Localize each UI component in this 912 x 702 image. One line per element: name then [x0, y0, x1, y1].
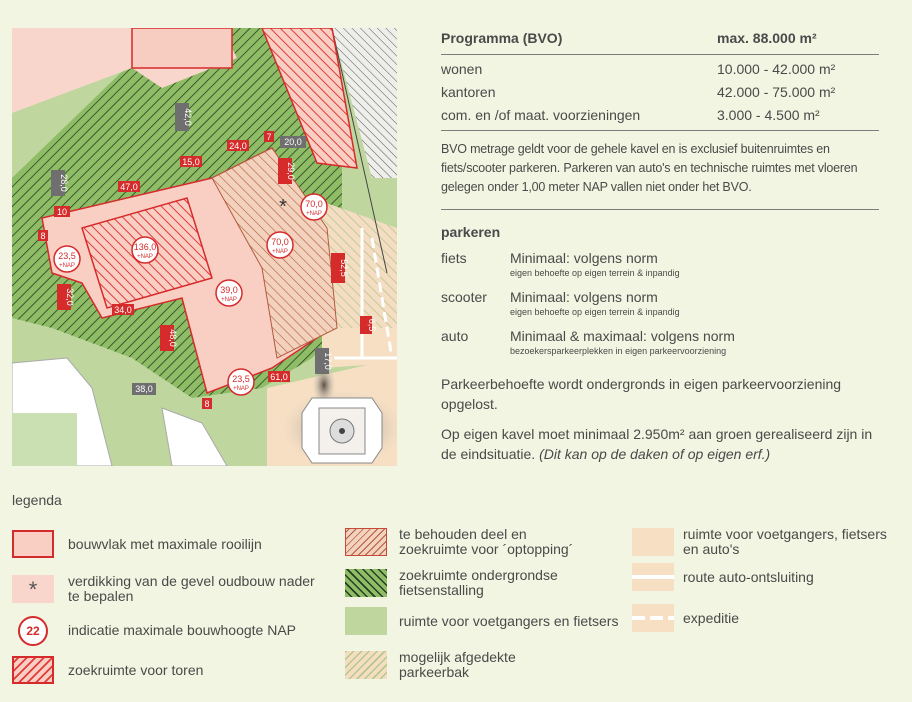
parking-sub: bezoekersparkeerplekken in eigen parkeervoorziening — [510, 346, 727, 356]
legend-label: mogelijk afgedekte parkeerbak — [399, 649, 516, 680]
legend-label: zoekruimte ondergrondse fietsenstalling — [399, 567, 558, 598]
program-title: Programma (BVO) — [441, 30, 563, 46]
dim-label: 48,0 — [168, 329, 178, 347]
divider — [441, 209, 879, 210]
program-row — [441, 104, 879, 127]
program-row-value: 10.000 - 42.000 m² — [717, 61, 836, 77]
green-text-italic: (Dit kan op de daken of op eigen erf.) — [539, 446, 771, 462]
height-value: 23,5 — [58, 251, 76, 261]
height-value: 39,0 — [220, 285, 238, 295]
lawn — [12, 413, 77, 466]
program-header — [441, 24, 879, 54]
height-marker — [132, 237, 158, 263]
legend-label: route auto-ontsluiting — [683, 568, 814, 585]
height-unit: +NAP — [233, 386, 249, 392]
parking-sub: eigen behoefte op eigen terrein & inpandig — [510, 307, 680, 317]
legend-swatch — [632, 528, 674, 556]
height-unit: +NAP — [221, 297, 237, 303]
program-row-label: kantoren — [441, 84, 496, 100]
parking-main: Minimaal: volgens norm — [510, 289, 658, 305]
parking-row-auto — [441, 328, 879, 357]
legend-title: legenda — [12, 492, 62, 508]
parking-main: Minimaal: volgens norm — [510, 250, 658, 266]
dim-label: 42,0 — [183, 108, 193, 126]
green-paragraph — [441, 424, 879, 464]
height-unit: +NAP — [59, 263, 75, 269]
height-value: 136,0 — [133, 242, 157, 252]
legend-label: te behouden deel en zoekruimte voor ´optopping´ — [399, 526, 574, 557]
legend-item-expeditie — [632, 604, 739, 632]
program-row — [441, 81, 879, 104]
green-text: Op eigen kavel moet minimaal 2.950m² aan groen gerealiseerd zijn in de eindsituatie. — [441, 426, 873, 462]
bouwvlak-top-2 — [132, 28, 232, 68]
dim-label: 15,0 — [182, 157, 200, 167]
dim-label: 24,0 — [229, 141, 247, 151]
program-row-label: wonen — [441, 61, 483, 77]
dim-label: 28,0 — [59, 174, 69, 192]
asterisk-marker: * — [279, 196, 287, 218]
info-panel — [441, 24, 879, 464]
parking-main: Minimaal & maximaal: volgens norm — [510, 328, 735, 344]
dashed-line-icon — [632, 604, 674, 632]
height-value: 70,0 — [305, 199, 323, 209]
dim-label: 32,0 — [65, 288, 75, 306]
parking-paragraph: Parkeerbehoefte wordt ondergronds in eigen parkeervoorziening opgelost. — [441, 376, 842, 412]
legend-item-toren — [12, 656, 203, 684]
dim-label: 10 — [56, 207, 68, 217]
legend-label: ruimte voor voetgangers en fietsers — [399, 612, 619, 629]
dim-label: 6,5 — [367, 318, 377, 332]
parking-row-scooter — [441, 289, 879, 318]
program-row-value: 42.000 - 75.000 m² — [717, 84, 836, 100]
legend-swatch — [345, 651, 387, 679]
dim-label: 7 — [266, 132, 272, 142]
dim-label: 29,0 — [286, 162, 296, 180]
dim-label: 20,0 — [284, 137, 302, 147]
legend-label: zoekruimte voor toren — [68, 661, 204, 678]
parking-sub: eigen behoefte op eigen terrein & inpandig — [510, 268, 680, 278]
program-max: max. 88.000 m² — [717, 30, 817, 46]
legend-item-groen — [345, 607, 619, 635]
parking-title: parkeren — [441, 224, 501, 240]
legend-label: verdikking van de gevel oudbouw nader te bepalen — [68, 573, 315, 604]
height-circle-value: 22 — [18, 616, 48, 646]
dim-label: 8 — [204, 399, 210, 409]
bvo-note: BVO metrage geldt voor de gehele kavel en is exclusief buitenruimtes en fiets/scooter parkeren. Parkeren van auto's en technische ruimtes met vloeren gelegen onder 1,00 meter NAP vallen niet onder het BVO. — [441, 142, 858, 194]
height-marker — [216, 280, 242, 306]
height-circle-icon — [12, 616, 54, 644]
legend-label: bouwvlak met maximale rooilijn — [68, 535, 262, 552]
legend-swatch — [345, 528, 387, 556]
legend-item-behouden — [345, 527, 599, 557]
dim-label: 61,0 — [270, 372, 288, 382]
legend-item-route — [632, 563, 814, 591]
legend-item-parkeerbak — [345, 650, 559, 680]
dim-label: 34,0 — [114, 305, 132, 315]
parking-key: auto — [441, 328, 469, 344]
legend-item-ondergronds — [345, 568, 599, 598]
church-lantern — [339, 428, 345, 434]
program-list — [441, 55, 879, 130]
dim-label: 47,0 — [120, 182, 138, 192]
height-unit: +NAP — [137, 254, 153, 260]
program-row — [441, 58, 879, 81]
legend-label: expeditie — [683, 609, 740, 626]
parking-key: scooter — [441, 289, 487, 305]
legend-label: ruimte voor voetgangers, fietsers en auto's — [683, 526, 887, 557]
height-marker — [54, 246, 80, 272]
legend-label: indicatie maximale bouwhoogte NAP — [68, 621, 297, 638]
route-line-icon — [632, 563, 674, 591]
dim-label: 8 — [40, 231, 46, 241]
dim-label: 52,5 — [339, 259, 349, 277]
legend-swatch — [345, 607, 387, 635]
parking-key: fiets — [441, 250, 467, 266]
asterisk-icon: * — [12, 575, 54, 603]
height-marker — [301, 194, 327, 220]
program-row-value: 3.000 - 4.500 m² — [717, 107, 820, 123]
height-marker — [267, 232, 293, 258]
height-value: 70,0 — [271, 237, 289, 247]
dim-label: 38,0 — [135, 384, 153, 394]
site-map — [12, 28, 397, 466]
program-row-label: com. en /of maat. voorzieningen — [441, 107, 641, 123]
legend-swatch — [12, 530, 54, 558]
height-unit: +NAP — [306, 211, 322, 217]
legend-item-verdikking — [12, 574, 318, 604]
legend-swatch — [345, 569, 387, 597]
height-value: 23,5 — [232, 374, 250, 384]
legend-swatch — [12, 656, 54, 684]
legend-item-hoogte — [12, 616, 296, 644]
height-unit: +NAP — [272, 249, 288, 255]
height-marker — [228, 369, 254, 395]
legend-item-voet — [632, 527, 893, 557]
parking-row-fiets — [441, 250, 879, 279]
dim-label: 17,0 — [323, 352, 333, 370]
legend-item-bouwvlak — [12, 530, 262, 558]
